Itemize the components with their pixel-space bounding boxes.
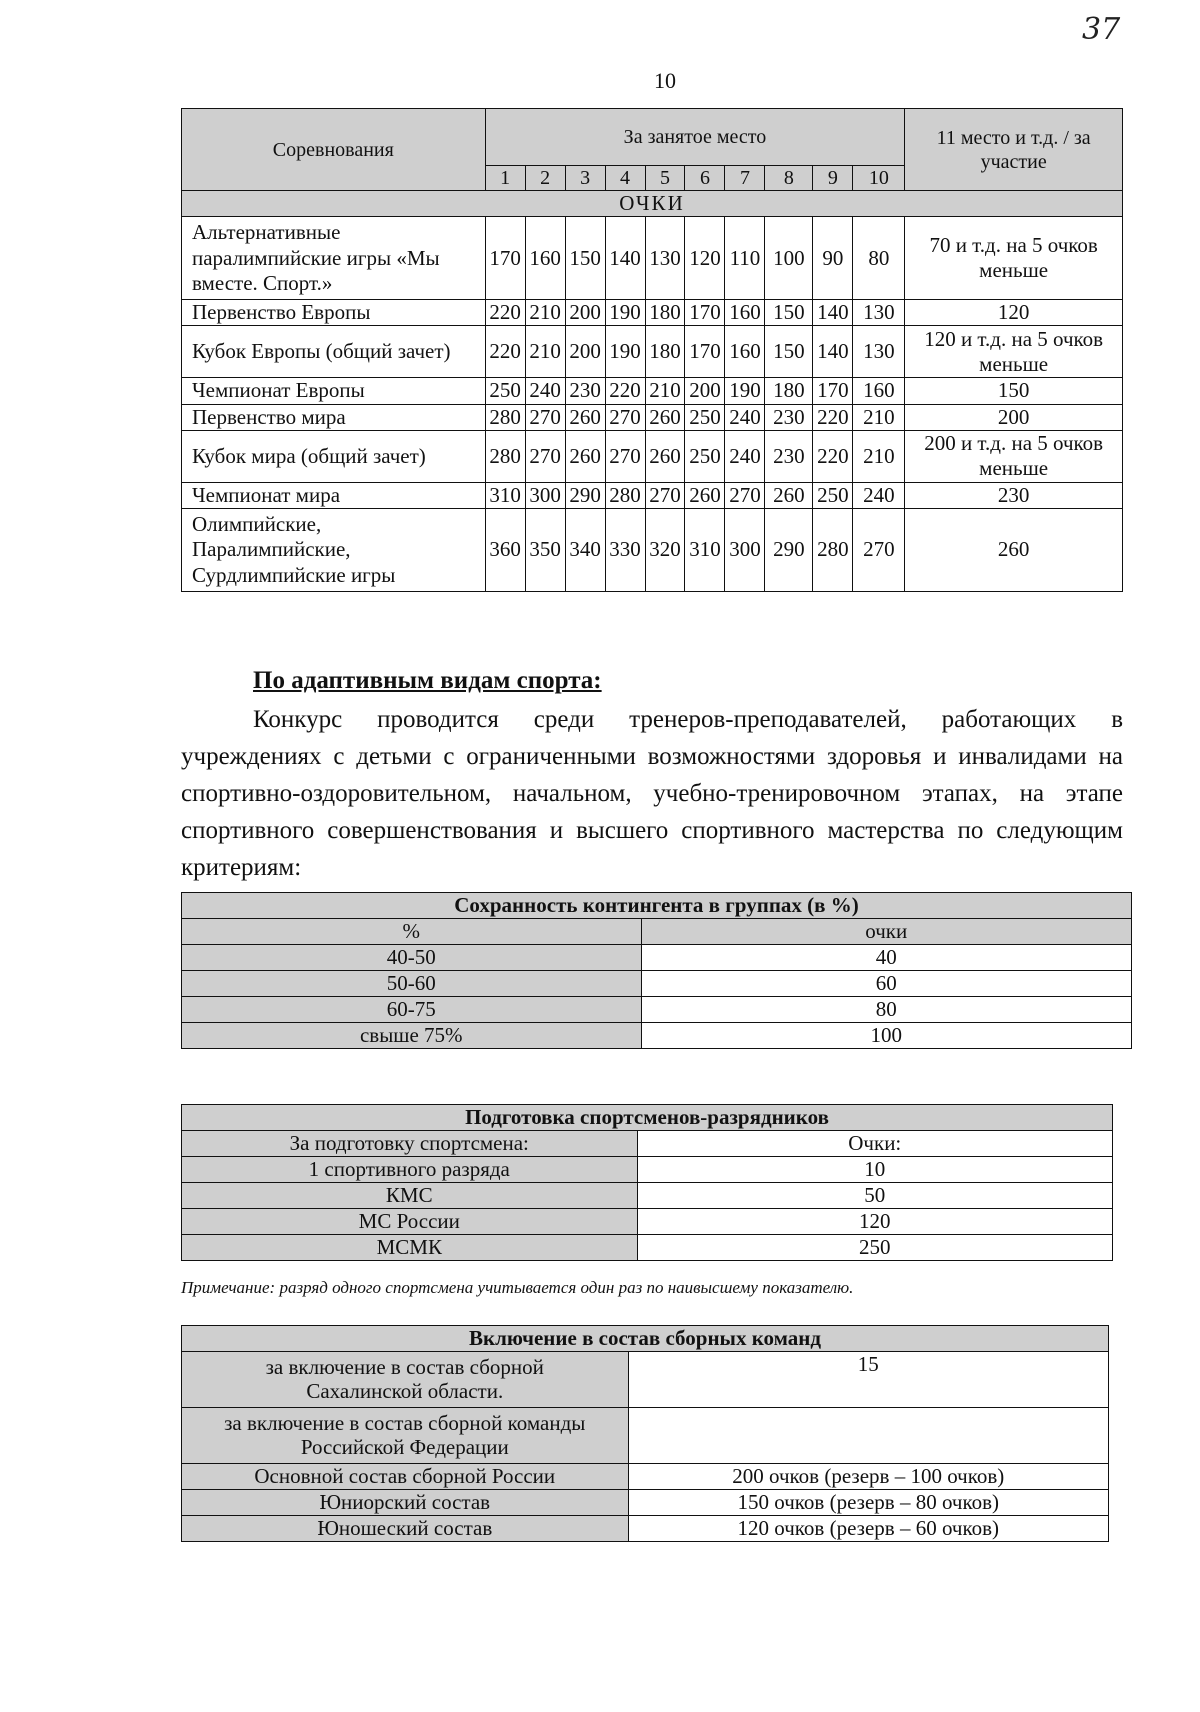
points-cell: 270 xyxy=(525,430,565,482)
points-cell: 220 xyxy=(485,300,525,326)
points-cell: 230 xyxy=(565,378,605,404)
squad-points: 150 очков (резерв – 80 очков) xyxy=(628,1490,1108,1516)
eleventh-place-points: 120 xyxy=(905,300,1123,326)
points-cell: 240 xyxy=(725,430,765,482)
points-cell: 230 xyxy=(765,430,813,482)
header-place-group: За занятое место xyxy=(485,109,905,166)
rank-label: 1 спортивного разряда xyxy=(182,1157,638,1183)
competition-name: Первенство Европы xyxy=(182,300,486,326)
handwritten-page-number: 37 xyxy=(1082,12,1121,47)
table-row xyxy=(182,326,1123,378)
points-value: 250 xyxy=(637,1235,1112,1261)
table-row xyxy=(182,482,1123,508)
points-cell: 260 xyxy=(565,404,605,430)
competition-name: Первенство мира xyxy=(182,404,486,430)
points-cell: 180 xyxy=(765,378,813,404)
points-cell: 240 xyxy=(525,378,565,404)
competition-name: Альтернативные паралимпийские игры «Мы вместе. Спорт.» xyxy=(182,217,486,300)
points-cell: 310 xyxy=(685,508,725,591)
points-value: 80 xyxy=(641,997,1131,1023)
place-header: 5 xyxy=(645,166,685,191)
table-row xyxy=(182,1516,1109,1542)
points-cell: 230 xyxy=(765,404,813,430)
points-cell: 280 xyxy=(813,508,853,591)
points-cell: 210 xyxy=(853,430,905,482)
points-cell: 130 xyxy=(853,300,905,326)
points-cell: 110 xyxy=(725,217,765,300)
squad-points: 120 очков (резерв – 60 очков) xyxy=(628,1516,1108,1542)
points-value: 50 xyxy=(637,1183,1112,1209)
points-cell: 140 xyxy=(813,326,853,378)
points-cell: 200 xyxy=(565,300,605,326)
squad-points: 200 очков (резерв – 100 очков) xyxy=(628,1464,1108,1490)
retention-title: Сохранность контингента в группах (в %) xyxy=(182,893,1132,919)
retention-table xyxy=(181,892,1132,1049)
points-cell: 270 xyxy=(525,404,565,430)
section-paragraph xyxy=(181,701,1123,886)
points-cell: 240 xyxy=(853,482,905,508)
place-header: 10 xyxy=(853,166,905,191)
squad-label: Юниорский состав xyxy=(182,1490,629,1516)
points-cell: 200 xyxy=(685,378,725,404)
retention-col-right: очки xyxy=(641,919,1131,945)
team-label-line1: за включение в состав сборной xyxy=(265,1355,544,1380)
points-cell: 250 xyxy=(813,482,853,508)
table-row xyxy=(182,1209,1113,1235)
table-row xyxy=(182,404,1123,430)
rank-label: МСМК xyxy=(182,1235,638,1261)
points-cell: 150 xyxy=(765,326,813,378)
points-cell: 220 xyxy=(813,430,853,482)
points-cell: 250 xyxy=(685,404,725,430)
points-cell: 80 xyxy=(853,217,905,300)
table-row xyxy=(182,508,1123,591)
points-cell: 160 xyxy=(725,326,765,378)
prep-title: Подготовка спортсменов-разрядников xyxy=(182,1105,1113,1131)
points-cell: 180 xyxy=(645,300,685,326)
team-inclusion-table xyxy=(181,1325,1109,1542)
retention-col-left: % xyxy=(182,919,642,945)
team-label-line2: Российской Федерации xyxy=(300,1434,509,1459)
points-cell: 210 xyxy=(853,404,905,430)
points-cell: 290 xyxy=(565,482,605,508)
squad-label: Юношеский состав xyxy=(182,1516,629,1542)
points-cell: 120 xyxy=(685,217,725,300)
place-header: 7 xyxy=(725,166,765,191)
percent-range: 40-50 xyxy=(182,945,642,971)
points-cell: 170 xyxy=(813,378,853,404)
points-cell: 330 xyxy=(605,508,645,591)
points-value: 100 xyxy=(641,1023,1131,1049)
table-row xyxy=(182,997,1132,1023)
page-number: 10 xyxy=(654,68,676,93)
table-row xyxy=(182,1408,1109,1464)
points-cell: 260 xyxy=(765,482,813,508)
place-header: 8 xyxy=(765,166,813,191)
points-cell: 270 xyxy=(853,508,905,591)
place-header: 6 xyxy=(685,166,725,191)
points-cell: 350 xyxy=(525,508,565,591)
points-cell: 140 xyxy=(813,300,853,326)
points-cell: 200 xyxy=(565,326,605,378)
table-row xyxy=(182,945,1132,971)
points-cell: 270 xyxy=(645,482,685,508)
eleventh-place-points: 230 xyxy=(905,482,1123,508)
points-value: 60 xyxy=(641,971,1131,997)
table-row xyxy=(182,217,1123,300)
competition-name: Кубок Европы (общий зачет) xyxy=(182,326,486,378)
points-cell: 260 xyxy=(645,404,685,430)
competition-name: Олимпийские, Паралимпийские, Сурдлимпийские игры xyxy=(182,508,486,591)
place-header: 9 xyxy=(813,166,853,191)
points-cell: 190 xyxy=(725,378,765,404)
competition-name: Кубок мира (общий зачет) xyxy=(182,430,486,482)
points-cell: 220 xyxy=(813,404,853,430)
points-value xyxy=(628,1408,1108,1464)
points-cell: 310 xyxy=(485,482,525,508)
competition-name: Чемпионат Европы xyxy=(182,378,486,404)
points-cell: 250 xyxy=(485,378,525,404)
percent-range: свыше 75% xyxy=(182,1023,642,1049)
points-cell: 300 xyxy=(525,482,565,508)
footnote: Примечание: разряд одного спортсмена учитывается один раз по наивысшему показателю. xyxy=(181,1278,854,1297)
rank-label: МС России xyxy=(182,1209,638,1235)
table-row xyxy=(182,300,1123,326)
table-row xyxy=(182,1490,1109,1516)
place-header: 3 xyxy=(565,166,605,191)
percent-range: 50-60 xyxy=(182,971,642,997)
prep-col-right: Очки: xyxy=(637,1131,1112,1157)
points-cell: 270 xyxy=(605,404,645,430)
prep-col-left: За подготовку спортсмена: xyxy=(182,1131,638,1157)
points-cell: 290 xyxy=(765,508,813,591)
points-cell: 170 xyxy=(685,300,725,326)
points-cell: 300 xyxy=(725,508,765,591)
points-cell: 140 xyxy=(605,217,645,300)
points-cell: 180 xyxy=(645,326,685,378)
points-cell: 320 xyxy=(645,508,685,591)
header-competitions: Соревнования xyxy=(182,109,486,191)
points-label-row: ОЧКИ xyxy=(182,191,1123,217)
eleventh-place-points: 150 xyxy=(905,378,1123,404)
place-header: 4 xyxy=(605,166,645,191)
points-cell: 190 xyxy=(605,300,645,326)
points-cell: 160 xyxy=(525,217,565,300)
points-cell: 130 xyxy=(853,326,905,378)
paragraph-text: Конкурс проводится среди тренеров-преподавателей, работающих в учреждениях с детьми с ограниченными возможностями здоровья и инвалидами на спортивно-оздоровительном, начальном, учебно-тренировочном этапах, на этапе спортивного совершенствования и высшего спортивного мастерства по следующим критериям: xyxy=(181,706,1123,881)
points-value: 120 xyxy=(637,1209,1112,1235)
points-cell: 280 xyxy=(485,430,525,482)
points-cell: 130 xyxy=(645,217,685,300)
points-cell: 160 xyxy=(853,378,905,404)
points-cell: 150 xyxy=(565,217,605,300)
place-header: 2 xyxy=(525,166,565,191)
table-row xyxy=(182,1235,1113,1261)
points-cell: 260 xyxy=(685,482,725,508)
rank-label: КМС xyxy=(182,1183,638,1209)
points-cell: 210 xyxy=(645,378,685,404)
table-row xyxy=(182,1183,1113,1209)
athlete-preparation-table xyxy=(181,1104,1113,1261)
points-cell: 270 xyxy=(605,430,645,482)
team-label-line1: за включение в состав сборной команды xyxy=(224,1411,586,1436)
points-cell: 260 xyxy=(565,430,605,482)
points-value: 15 xyxy=(628,1352,1108,1408)
eleventh-place-points: 70 и т.д. на 5 очков меньше xyxy=(905,217,1123,300)
points-cell: 210 xyxy=(525,300,565,326)
points-cell: 150 xyxy=(765,300,813,326)
eleventh-place-points: 120 и т.д. на 5 очков меньше xyxy=(905,326,1123,378)
eleventh-place-points: 260 xyxy=(905,508,1123,591)
section-title: По адаптивным видам спорта: xyxy=(253,667,602,694)
points-cell: 360 xyxy=(485,508,525,591)
points-value: 40 xyxy=(641,945,1131,971)
team-label xyxy=(182,1408,629,1464)
points-cell: 250 xyxy=(685,430,725,482)
table-row xyxy=(182,1157,1113,1183)
percent-range: 60-75 xyxy=(182,997,642,1023)
points-cell: 280 xyxy=(485,404,525,430)
table-row xyxy=(182,1464,1109,1490)
points-cell: 160 xyxy=(725,300,765,326)
points-cell: 100 xyxy=(765,217,813,300)
place-header: 1 xyxy=(485,166,525,191)
table-row xyxy=(182,971,1132,997)
eleventh-place-points: 200 и т.д. на 5 очков меньше xyxy=(905,430,1123,482)
points-cell: 190 xyxy=(605,326,645,378)
points-cell: 170 xyxy=(485,217,525,300)
points-cell: 90 xyxy=(813,217,853,300)
table-row xyxy=(182,1023,1132,1049)
points-cell: 220 xyxy=(605,378,645,404)
header-eleventh-place: 11 место и т.д. / за участие xyxy=(905,109,1123,191)
points-cell: 260 xyxy=(645,430,685,482)
points-cell: 210 xyxy=(525,326,565,378)
points-cell: 170 xyxy=(685,326,725,378)
competition-name: Чемпионат мира xyxy=(182,482,486,508)
eleventh-place-points: 200 xyxy=(905,404,1123,430)
team-label xyxy=(182,1352,629,1408)
points-cell: 270 xyxy=(725,482,765,508)
squad-label: Основной состав сборной России xyxy=(182,1464,629,1490)
table-row xyxy=(182,378,1123,404)
table-row xyxy=(182,430,1123,482)
points-cell: 240 xyxy=(725,404,765,430)
team-label-line2: Сахалинской области. xyxy=(306,1378,504,1403)
team-title: Включение в состав сборных команд xyxy=(182,1326,1109,1352)
points-cell: 280 xyxy=(605,482,645,508)
table-row xyxy=(182,1352,1109,1408)
points-value: 10 xyxy=(637,1157,1112,1183)
competition-points-table xyxy=(181,108,1123,592)
points-cell: 340 xyxy=(565,508,605,591)
points-cell: 220 xyxy=(485,326,525,378)
